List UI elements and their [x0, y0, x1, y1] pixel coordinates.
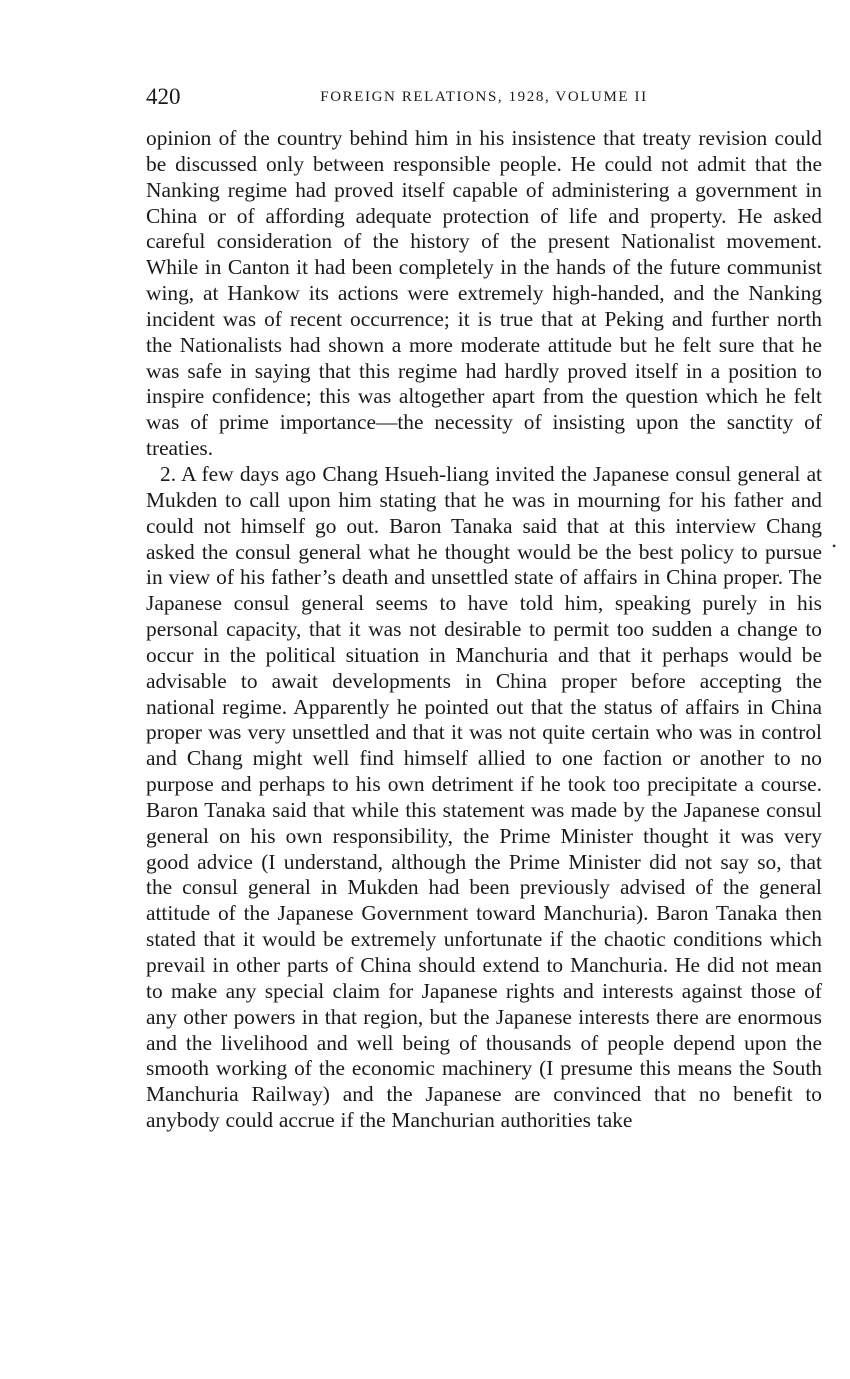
margin-mark: •: [832, 539, 837, 553]
page-header: [146, 84, 822, 110]
body-text: [146, 126, 822, 1134]
paragraph-2: 2. A few days ago Chang Hsueh-liang invited the Japanese consul general at Mukden to call upon him stating that he was in mourning for his father and could not himself go out. Baron Tanaka said that at this interview Chang asked the consul general what he thought would be the best policy to pursue in view of his father’s death and unsettled state of affairs in China proper. The Japanese consul general seems to have told him, speaking purely in his personal capacity, that it was not desirable to permit too sudden a change to occur in the political situation in Manchuria and that it perhaps would be advisable to await developments in China proper before accepting the national regime. Apparently he pointed out that the status of affairs in China proper was very unsettled and that it was not quite certain who was in control and Chang might well find himself allied to one faction or another to no purpose and perhaps to his own detriment if he took too precipitate a course. Baron Tanaka said that while this statement was made by the Japanese consul general on his own responsibility, the Prime Minister thought it was very good advice (I understand, although the Prime Minister did not say so, that the consul general in Mukden had been previously advised of the general attitude of the Japanese Government toward Manchuria). Baron Tanaka then stated that it would be extremely unfortunate if the chaotic conditions which prevail in other parts of China should extend to Manchuria. He did not mean to make any special claim for Japanese rights and interests against those of any other powers in that region, but the Japanese interests there are enormous and the livelihood and well being of thousands of people depend upon the smooth working of the economic machinery (I presume this means the South Manchuria Railway) and the Japanese are convinced that no benefit to anybody could accrue if the Manchurian authorities take: [146, 461, 822, 1133]
page-number: 420: [146, 84, 181, 109]
running-head: FOREIGN RELATIONS, 1928, VOLUME II: [320, 89, 648, 105]
paragraph-continuation: opinion of the country behind him in his insistence that treaty revision could be discussed only between responsible people. He could not admit that the Nanking regime had proved itself capable of administering a government in China or of affording adequate protection of life and property. He asked careful consideration of the history of the present Nationalist movement. While in Canton it had been completely in the hands of the future communist wing, at Hankow its actions were extremely high-handed, and the Nanking incident was of recent occurrence; it is true that at Peking and further north the Nationalists had shown a more moderate attitude but he felt sure that he was safe in saying that this regime had hardly proved itself in a position to inspire confidence; this was altogether apart from the question which he felt was of prime importance—the necessity of insisting upon the sanctity of treaties.: [146, 126, 822, 461]
